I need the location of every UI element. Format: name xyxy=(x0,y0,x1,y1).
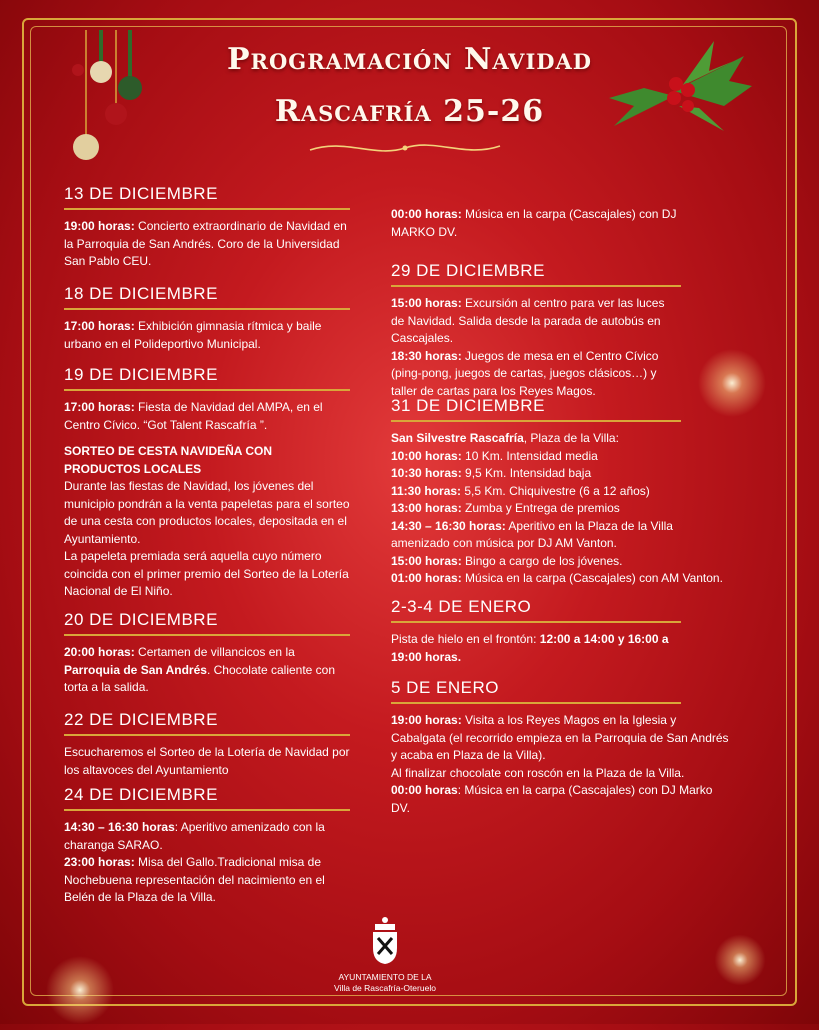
event-item xyxy=(391,465,743,483)
event-text: Música en la carpa (Cascajales) con DJ MARKO DV. xyxy=(391,207,677,239)
event-time: 19:00 horas: xyxy=(391,713,462,727)
section-heading: 31 DE DICIEMBRE xyxy=(391,396,681,422)
event-time: 15:00 horas: xyxy=(391,296,462,310)
event-item xyxy=(391,553,743,571)
event-text: Música en la carpa (Cascajales) con AM Vanton. xyxy=(461,571,723,585)
section-heading: 19 DE DICIEMBRE xyxy=(64,365,350,391)
section-heading: 22 DE DICIEMBRE xyxy=(64,710,350,736)
event-text: Certamen de villancicos en la xyxy=(134,645,295,659)
section-heading: 20 DE DICIEMBRE xyxy=(64,610,350,636)
event-time: 18:30 horas: xyxy=(391,348,462,363)
event-text: Excursión al centro para ver las luces de Navidad. Salida desde la parada de autobús en Cascajales. xyxy=(391,296,665,345)
event-text: . Chocolate caliente con torta a la salida. xyxy=(64,662,336,694)
event-item xyxy=(391,712,731,765)
event-text: : Aperitivo amenizado con la charanga SARAO. xyxy=(64,820,325,852)
section-heading: 29 DE DICIEMBRE xyxy=(391,261,681,287)
section-24-dic-continued xyxy=(391,206,691,241)
event-text: Pista de hielo en el frontón: xyxy=(391,632,540,646)
event-time: 00:00 horas: xyxy=(391,207,462,221)
event-time: 10:00 horas: xyxy=(391,448,462,463)
footer-line-1: AYUNTAMIENTO DE LA xyxy=(338,972,432,982)
event-time: 19:00 horas: xyxy=(64,219,135,233)
town-crest-icon xyxy=(370,916,400,966)
event-text: , Plaza de la Villa: xyxy=(523,431,619,445)
section-heading: 18 DE DICIEMBRE xyxy=(64,284,350,310)
event-text: 5,5 Km. Chiquivestre (6 a 12 años) xyxy=(461,483,650,498)
sparkle-bottom-left xyxy=(40,950,120,1030)
event-time: 00:00 horas xyxy=(391,783,458,797)
footer-text xyxy=(300,972,470,994)
section-heading: 5 DE ENERO xyxy=(391,678,681,704)
title-line-2: Rascafría 25-26 xyxy=(274,94,545,129)
event-item xyxy=(391,765,731,783)
section-20-dic xyxy=(64,610,350,697)
event-time: 11:30 horas: xyxy=(391,483,462,498)
event-text: 9,5 Km. Intensidad baja xyxy=(461,466,592,480)
event-time: 17:00 horas: xyxy=(64,319,135,333)
section-18-dic xyxy=(64,284,350,353)
event-item xyxy=(64,644,350,697)
footer-line-2: Villa de Rascafría-Oteruelo xyxy=(334,983,436,993)
event-item xyxy=(391,483,743,501)
event-item xyxy=(64,318,350,353)
section-19-dic xyxy=(64,365,350,601)
raffle-description: Durante las fiestas de Navidad, los jóvenes del municipio pondrán a la venta papeletas para el sorteo de una cesta con productos locales, depositada en el Ayuntamiento. xyxy=(64,479,350,546)
event-time: 14:30 – 16:30 horas xyxy=(64,820,175,834)
sparkle-bottom-right xyxy=(710,930,770,990)
section-5-ene xyxy=(391,678,731,817)
event-text: Exhibición gimnasia rítmica y baile urbano en el Polideportivo Municipal. xyxy=(64,319,322,351)
event-item xyxy=(391,295,681,348)
event-time: 15:00 horas: xyxy=(391,553,462,568)
title-swirl-ornament xyxy=(305,136,505,160)
event-text: Visita a los Reyes Magos en la Iglesia y Cabalgata (el recorrido empieza en la Parroquia de San Andrés y acaba en Plaza de la Villa). xyxy=(391,713,729,762)
event-item xyxy=(391,782,731,817)
section-31-dic xyxy=(391,396,743,588)
event-time: 01:00 horas: xyxy=(391,571,462,585)
raffle-rule: La papeleta premiada será aquella cuyo número coincida con el primer premio del Sorteo de la Lotería Nacional de El Niño. xyxy=(64,549,349,598)
event-text: Zumba y Entrega de premios xyxy=(461,501,620,515)
event-text: Juegos de mesa en el Centro Cívico (ping-pong, juegos de cartas, juegos clásicos…) y taller de cartas para los Reyes Magos. xyxy=(391,348,659,398)
event-title: San Silvestre Rascafría xyxy=(391,431,524,445)
event-item xyxy=(64,819,350,854)
event-text: Aperitivo en la Plaza de la Villa amenizado con música por DJ AM Vanton. xyxy=(391,518,673,550)
title-line-1: Programación Navidad xyxy=(226,42,592,77)
event-text: Al finalizar chocolate con roscón en la Plaza de la Villa. xyxy=(391,765,685,780)
event-time: 10:30 horas: xyxy=(391,466,462,480)
event-item: Escucharemos el Sorteo de la Lotería de Navidad por los altavoces del Ayuntamiento xyxy=(64,745,350,777)
event-item xyxy=(391,448,743,466)
event-intro xyxy=(391,430,743,448)
event-item xyxy=(64,218,350,271)
event-item xyxy=(391,500,743,518)
event-time: 12:00 a 14:00 y 16:00 a 19:00 horas. xyxy=(391,632,669,664)
section-heading: 13 DE DICIEMBRE xyxy=(64,184,350,210)
event-item xyxy=(64,399,350,434)
event-item xyxy=(391,518,691,553)
event-item xyxy=(64,854,350,907)
event-item xyxy=(391,570,743,588)
section-2-3-4-ene xyxy=(391,597,681,666)
event-text: Concierto extraordinario de Navidad en la Parroquia de San Andrés. Coro de la Universidad San Pablo CEU. xyxy=(64,219,347,268)
event-time: 17:00 horas: xyxy=(64,400,135,414)
event-text: 10 Km. Intensidad media xyxy=(461,448,598,463)
section-heading: 2-3-4 DE ENERO xyxy=(391,597,681,623)
section-22-dic xyxy=(64,710,350,779)
event-time: 13:00 horas: xyxy=(391,501,462,515)
event-item xyxy=(391,348,681,401)
event-time: 14:30 – 16:30 horas: xyxy=(391,518,506,533)
event-time: 23:00 horas: xyxy=(64,855,135,869)
event-item xyxy=(391,631,681,666)
event-text: Bingo a cargo de los jóvenes. xyxy=(461,553,623,568)
event-item xyxy=(391,206,691,241)
event-text: Fiesta de Navidad del AMPA, en el Centro Cívico. “Got Talent Rascafría ”. xyxy=(64,400,323,432)
event-text: : Música en la carpa (Cascajales) con DJ Marko DV. xyxy=(391,783,713,815)
raffle-title: SORTEO DE CESTA NAVIDEÑA CON PRODUCTOS LOCALES xyxy=(64,444,273,476)
event-time: 20:00 horas: xyxy=(64,645,135,659)
section-24-dic xyxy=(64,785,350,907)
section-heading: 24 DE DICIEMBRE xyxy=(64,785,350,811)
event-text: Misa del Gallo.Tradicional misa de Nochebuena representación del nacimiento en el Belén de la Plaza de la Villa. xyxy=(64,855,325,904)
event-place: Parroquia de San Andrés xyxy=(64,662,207,677)
section-29-dic xyxy=(391,261,681,400)
section-13-dic xyxy=(64,184,350,271)
